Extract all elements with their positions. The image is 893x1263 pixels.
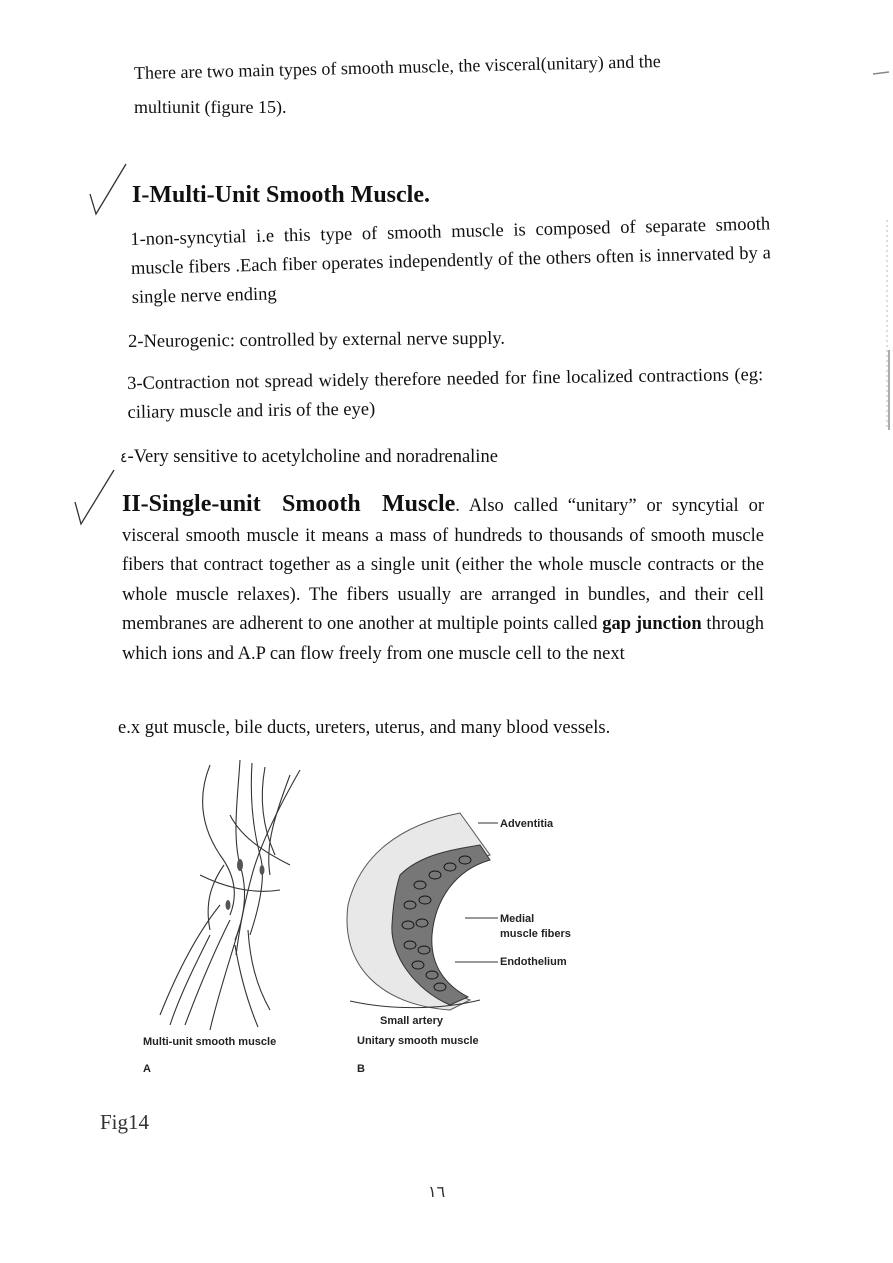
- checkmark-icon: [72, 466, 122, 528]
- caption-multi-unit: Multi-unit smooth muscle: [143, 1036, 277, 1048]
- page-number: ١٦: [428, 1184, 446, 1201]
- multi-item-1: 1-non-syncytial i.e this type of smooth muscle is composed of separate smooth muscle fibers .Each fiber operates independently of the others often is innervated by a single nerve ending: [130, 214, 772, 308]
- example-line: e.x gut muscle, bile ducts, ureters, uterus, and many blood vessels.: [118, 718, 611, 738]
- unitary-muscle-artery-illustration: [340, 805, 500, 1020]
- single-unit-text: . Also called “unitary” or syncytial or visceral smooth muscle it means a mass of hundreds to thousands of smooth muscle fibers that contract together as a single unit (either the whole muscle contracts or the whole muscle relaxes). The fibers usually are arranged in bundles, and their cell membranes are adherent to one another at multiple points called: [122, 496, 764, 634]
- figure-caption: Fig14: [100, 1110, 150, 1134]
- caption-unitary: Unitary smooth muscle: [357, 1035, 479, 1047]
- figure-letter-a: A: [143, 1063, 151, 1075]
- label-small-artery: Small artery: [380, 1015, 443, 1027]
- single-unit-paragraph: [122, 490, 764, 669]
- checkmark-icon: [86, 160, 136, 220]
- multi-item-3: 3-Contraction not spread widely therefore needed for fine localized contractions (eg: ciliary muscle and iris of the eye): [127, 365, 764, 423]
- item-4-text: -Very sensitive to acetylcholine and noradrenaline: [127, 447, 498, 467]
- multi-item-2: 2-Neurogenic: controlled by external nerve supply.: [128, 328, 506, 352]
- figure-letter-b: B: [357, 1063, 365, 1075]
- label-medial-1: Medial: [500, 913, 535, 925]
- multi-item-4: [120, 443, 760, 473]
- item-4-number: ٤: [120, 451, 128, 466]
- multi-unit-heading: I-Multi-Unit Smooth Muscle.: [132, 182, 430, 208]
- label-adventitia: Adventitia: [500, 818, 554, 830]
- single-unit-text-end: through which ions and A.P can flow freely from one muscle cell to the next: [122, 614, 764, 664]
- scan-edge-artifact: [871, 70, 891, 440]
- multi-unit-muscle-illustration: [140, 755, 330, 1035]
- label-endothelium: Endothelium: [500, 956, 567, 968]
- intro-line-2: multiunit (figure 15).: [134, 97, 287, 117]
- intro-line-1: There are two main types of smooth muscle, the visceral(unitary) and the: [133, 51, 661, 83]
- intro-paragraph: [133, 51, 774, 124]
- gap-junction-term: gap junction: [602, 614, 702, 634]
- label-medial-2: muscle fibers: [500, 928, 571, 940]
- single-unit-heading: II-Single-unit Smooth Muscle: [122, 491, 456, 517]
